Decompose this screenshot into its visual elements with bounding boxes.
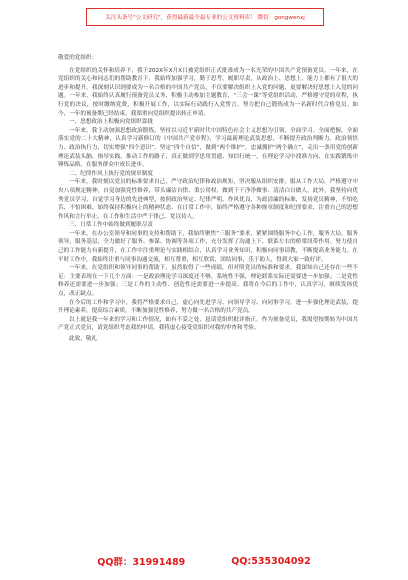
section-paragraph-3: 一年来，在办公室领导和同事的支持和帮助下，我始终聚焦“三服务”要求，紧紧围绕服务中心工作，服务大局，服务领导，服务基层，全力做好了服务、参谋、协调等各项工作，充分发挥了沟通上下、联系左右的桥梁纽带作用。努力使自己的工作能力有新提升，在工作中注重理论与实践相结合，认真学习业务知识，积极向同事请教，不断提高业务能力。在平时工作中，我始终注重与同事沟通交流，相互尊重，相互欣赏，团结同事，乐于助人，得到大家一致好评。 (58, 230, 358, 263)
footer-qq-number: QQ:535304092 (231, 555, 311, 567)
promo-banner (86, 8, 324, 26)
future-paragraph: 在今后的工作和学习中，我将严格要求自己，虚心向先进学习、向领导学习、向同事学习，进一步强化理论武装，提升理论素养，提高综合素质，不断加强党性修养，努力做一名合格的共产党员。 (58, 299, 358, 315)
shortcomings-paragraph: 一年来，在党组织和领导同事的帮助下，虽然取得了一些成绩，但对照党员的标准和要求，我深知自己还存在一些不足：主要表现在一下几个方面：一是政治理论学习深度还不够，系统性不强，理论联系实际还需要进一步加强；二是党性修养还需要进一步加强；三是工作的主动性、创造性还需要进一步提高。我将在今后的工作中，认真学习，继续发扬优点，改正缺点。 (58, 265, 358, 298)
closing-paragraph: 以上就是我一年来的学习和工作情况，如有不妥之处，恳请党组织批评指正。作为预备党员，我渴望按期转为中国共产党正式党员，请党组织考虑我的申请，我将虚心接受党组织对我的审查和考验。 (58, 316, 358, 332)
section-paragraph-2: 一年来，我时刻以党员的标准要求自己，严守政治纪律和政治规矩，坚决服从组织安排，服从工作大局，严格遵守中央八项规定精神，自觉加强党性修养，带头廉洁自律、秉公用权，做到干干净净做事、清清白白做人。此外，我坚持向优秀党员学习，自觉学习身边的先进典型，按照政治坚定、纪律严明、作风优良、为政清廉的标准，发扬党员精神，不怕吃苦、不怕困难，始终保持积极向上的精神状态。在日常工作中，始终严格遵守各种规章制度和纪律要求，注重自己的思想作风和言行举止，在工作和生活中严于律己、宽以待人。 (58, 179, 358, 220)
promo-banner-text: 关注头条号"公文研究"，获得最新最全最专业的公文资料库！ 微信：gongwenxj (105, 15, 305, 21)
section-heading-3: 三、日常工作中始终做到履职尽责 (69, 222, 153, 229)
greeting: 敬爱的党组织： (58, 55, 98, 61)
intro-paragraph: 在党组织的关怀和培养下，我于202X年X月X日被党组织正式批准成为一名光荣的中国共产党预备党员。一年来，在党组织的关心和同志们的帮助教育下，我始终加强学习，勤于思考，履职尽责，从政治上、思想上、能力上都有了很大的进步和提升。我深刻认识到要成为一名合格的中国共产党员，不仅要解决组织上入党的问题，更要解决好思想上入党的问题。一年来，我始终认真履行预备党员义务，积极主动参加主题教育，“三会一课”等党组织活动，严格遵守党的章程，执行党的决议，按时缴纳党费，积极开展工作，以实际行动践行入党誓言，努力把自己锻炼成为一名新时代合格党员。如今，一年的预备期已经结束，我郑重向党组织提出转正申请。 (58, 67, 358, 117)
signoff: 此致，敬礼 (69, 336, 97, 342)
section-heading-1: 一、思想政治上积极向党组织靠拢 (69, 119, 153, 126)
section-paragraph-1: 一年来，我主动加强思想政治锻炼，坚持以习近平新时代中国特色社会主义思想为引领，全面学习、全面把握、全面落实党的二十大精神，认真学习新修订的《中国共产党章程》，学习最新理论武装思想，不断提升政治判断力、政治领悟力、政治执行力，切实增强“四个意识”，坚定“四个自信”，做到“两个维护”，忠诚拥护“两个确立”，走出一条用党的创新理论武装头脑、指导实践、推动工作的路子，真正做到学思用贯通、知信行统一，在理论学习中找准方向、在实践锻炼中锤炼品格、在服务群众中成长进步。 (58, 127, 358, 169)
footer-qq-group: QQ群：31991489 (97, 557, 186, 568)
document-body (58, 54, 358, 344)
section-heading-2: 二、纪律作风上执行党的规章制度 (69, 170, 153, 177)
footer-bar (0, 552, 408, 570)
